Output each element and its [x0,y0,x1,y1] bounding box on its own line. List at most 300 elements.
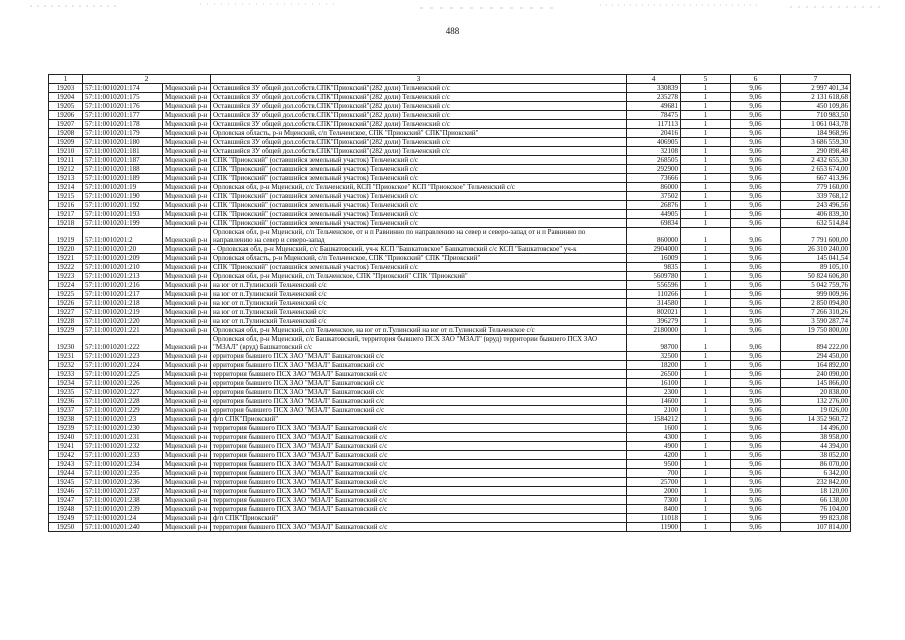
table-row [49,442,851,451]
rate: 9,06 [731,138,781,147]
rate: 9,06 [731,397,781,406]
cost: 5 042 759,76 [781,281,851,290]
count: 1 [681,183,731,192]
location-description: территория бывшего ПСХ ЗАО "МЗАЛ" Башкатовский с/с [211,460,627,469]
district: Мценский р-н [163,228,211,245]
rate: 9,06 [731,379,781,388]
area: 2904000 [627,245,681,254]
cadastral-number: 57:11:0010201:231 [83,433,163,442]
rate: 9,06 [731,478,781,487]
location-description: ерритория бывшего ПСХ ЗАО "МЗАЛ" Башкатовский с/с [211,397,627,406]
rate: 9,06 [731,424,781,433]
row-number: 19238 [49,415,83,424]
cadastral-number: 57:11:0010201:20 [83,245,163,254]
rate: 9,06 [731,361,781,370]
registry-table [48,74,851,532]
cost: 632 514,84 [781,219,851,228]
location-description: территория бывшего ПСХ ЗАО "МЗАЛ" Башкатовский с/с [211,496,627,505]
rate: 9,06 [731,352,781,361]
cadastral-number: 57:11:0010201:190 [83,192,163,201]
area: 1600 [627,424,681,433]
district: Мценский р-н [163,174,211,183]
table-row [49,93,851,102]
count: 1 [681,272,731,281]
location-description: Оставшийся ЗУ общей дол.собств.СПК"Приокский"(282 доли) Тельченский с/с [211,84,627,93]
count: 1 [681,120,731,129]
count: 1 [681,165,731,174]
rate: 9,06 [731,245,781,254]
count: 1 [681,254,731,263]
row-number: 19232 [49,361,83,370]
area: 69834 [627,219,681,228]
rate: 9,06 [731,147,781,156]
district: Мценский р-н [163,201,211,210]
rate: 9,06 [731,129,781,138]
table-row [49,361,851,370]
location-description: Орловская обл, р-н Мценский, с/с Башкатовский, территория бывшего ПСХ ЗАО "МЗАЛ" (вруд) территории бывшего ПСХ ЗАО "МЗАЛ" (вруд) Башкатовский с/с [211,335,627,352]
row-number: 19244 [49,469,83,478]
cost: 243 496,56 [781,201,851,210]
location-description: Оставшийся ЗУ общей дол.собств.СПК"Приокский"(282 доли) Тельченский с/с [211,111,627,120]
rate: 9,06 [731,415,781,424]
cadastral-number: 57:11:0010201:234 [83,460,163,469]
location-description: СПК "Приокский" (оставшийся земельный участок) Тельченский с/с [211,165,627,174]
rate: 9,06 [731,254,781,263]
count: 1 [681,228,731,245]
table-row [49,424,851,433]
table-body [49,84,851,532]
district: Мценский р-н [163,433,211,442]
row-number: 19206 [49,111,83,120]
location-description: Оставшийся ЗУ общей дол.собств.СПК"Приокский"(282 доли) Тельченский с/с [211,138,627,147]
rate: 9,06 [731,156,781,165]
area: 556596 [627,281,681,290]
table-row [49,433,851,442]
cost: 76 104,00 [781,505,851,514]
district: Мценский р-н [163,514,211,523]
district: Мценский р-н [163,192,211,201]
district: Мценский р-н [163,442,211,451]
district: Мценский р-н [163,487,211,496]
table-row [49,102,851,111]
row-number: 19216 [49,201,83,210]
row-number: 19234 [49,379,83,388]
cadastral-number: 57:11:0010201:217 [83,290,163,299]
cadastral-number: 57:11:0010201:174 [83,84,163,93]
cadastral-number: 57:11:0010201:189 [83,174,163,183]
page-number: 488 [445,26,460,36]
location-description: территория бывшего ПСХ ЗАО "МЗАЛ" Башкатовский с/с [211,370,627,379]
area: 4900 [627,442,681,451]
cadastral-number: 57:11:0010201:192 [83,201,163,210]
area: 18200 [627,361,681,370]
location-description: СПК "Приокский" (оставшийся земельный участок) Тельченский с/с [211,192,627,201]
district: Мценский р-н [163,147,211,156]
table-row [49,84,851,93]
table-row [49,156,851,165]
table-row [49,219,851,228]
area: 2300 [627,388,681,397]
header-col-4: 4 [627,75,681,84]
area: 37502 [627,192,681,201]
area: 98700 [627,335,681,352]
rate: 9,06 [731,496,781,505]
row-number: 19226 [49,299,83,308]
location-description: СПК "Приокский" (оставшийся земельный участок) Тельченский с/с [211,210,627,219]
cadastral-number: 57:11:0010201:226 [83,379,163,388]
location-description: на юг от п.Тулинский Тельченский с/с [211,290,627,299]
location-description: на юг от п.Тулинский Тельченский с/с [211,317,627,326]
area: 860000 [627,228,681,245]
location-description: территория бывшего ПСХ ЗАО "МЗАЛ" Башкатовский с/с [211,505,627,514]
cadastral-number: 57:11:0010201:236 [83,478,163,487]
cost: 894 222,00 [781,335,851,352]
row-number: 19235 [49,388,83,397]
count: 1 [681,308,731,317]
cost: 14 496,00 [781,424,851,433]
area: 11018 [627,514,681,523]
district: Мценский р-н [163,335,211,352]
row-number: 19207 [49,120,83,129]
rate: 9,06 [731,433,781,442]
rate: 9,06 [731,84,781,93]
cadastral-number: 57:11:0010201:225 [83,370,163,379]
cadastral-number: 57:11:0010201:213 [83,272,163,281]
table-row [49,299,851,308]
area: 32108 [627,147,681,156]
location-description: ерритория бывшего ПСХ ЗАО "МЗАЛ" Башкатовский с/с [211,379,627,388]
rate: 9,06 [731,228,781,245]
area: 11900 [627,523,681,532]
count: 1 [681,514,731,523]
cadastral-number: 57:11:0010201:218 [83,299,163,308]
district: Мценский р-н [163,478,211,487]
area: 78475 [627,111,681,120]
cadastral-number: 57:11:0010201:237 [83,487,163,496]
area: 73666 [627,174,681,183]
area: 2100 [627,406,681,415]
district: Мценский р-н [163,254,211,263]
header-col-6: 6 [731,75,781,84]
rate: 9,06 [731,469,781,478]
count: 1 [681,219,731,228]
location-description: ерритория бывшего ПСХ ЗАО "МЗАЛ" Башкатовский с/с [211,361,627,370]
rate: 9,06 [731,514,781,523]
count: 1 [681,352,731,361]
district: Мценский р-н [163,406,211,415]
cadastral-number: 57:11:0010201:235 [83,469,163,478]
table-row [49,397,851,406]
row-number: 19227 [49,308,83,317]
area: 235278 [627,93,681,102]
cadastral-number: 57:11:0010201:223 [83,352,163,361]
area: 4200 [627,451,681,460]
cadastral-number: 57:11:0010201:220 [83,317,163,326]
table-row [49,147,851,156]
row-number: 19215 [49,192,83,201]
table-row [49,165,851,174]
cost: 99 823,08 [781,514,851,523]
location-description: Орловская обл, р-н Мценский, с/п Тельченское, от н п Равнинно по направлению на север и северо-запад от н п Равнинно по направлению на север и северо-запад [211,228,627,245]
count: 1 [681,451,731,460]
rate: 9,06 [731,102,781,111]
location-description: СПК "Приокский" (оставшийся земельный участок) Тельченский с/с [211,219,627,228]
table-row [49,174,851,183]
scan-artifact [0,0,905,14]
table-row [49,335,851,352]
row-number: 19219 [49,228,83,245]
count: 1 [681,460,731,469]
row-number: 19222 [49,263,83,272]
area: 49681 [627,102,681,111]
district: Мценский р-н [163,138,211,147]
cadastral-number: 57:11:0010201:238 [83,496,163,505]
count: 1 [681,326,731,335]
cadastral-number: 57:11:0010201:227 [83,388,163,397]
district: Мценский р-н [163,281,211,290]
table-row [49,120,851,129]
district: Мценский р-н [163,415,211,424]
cadastral-number: 57:11:0010201:23 [83,415,163,424]
location-description: СПК "Приокский" (оставшийся земельный участок) Тельченский с/с [211,263,627,272]
table-row [49,487,851,496]
district: Мценский р-н [163,102,211,111]
cost: 2 653 674,00 [781,165,851,174]
district: Мценский р-н [163,451,211,460]
district: Мценский р-н [163,388,211,397]
location-description: СПК "Приокский" (оставшийся земельный участок) Тельченский с/с [211,201,627,210]
location-description: на юг от п.Тулинский Тельченский с/с [211,281,627,290]
cost: 3 686 559,30 [781,138,851,147]
cadastral-number: 57:11:0010201:175 [83,93,163,102]
row-number: 19247 [49,496,83,505]
cost: 999 009,96 [781,290,851,299]
row-number: 19233 [49,370,83,379]
row-number: 19221 [49,254,83,263]
area: 9835 [627,263,681,272]
district: Мценский р-н [163,156,211,165]
table-row [49,460,851,469]
location-description: территория бывшего ПСХ ЗАО "МЗАЛ" Башкатовский с/с [211,433,627,442]
cost: 779 160,00 [781,183,851,192]
district: Мценский р-н [163,299,211,308]
count: 1 [681,210,731,219]
rate: 9,06 [731,93,781,102]
area: 44905 [627,210,681,219]
area: 396279 [627,317,681,326]
area: 25700 [627,478,681,487]
area: 292900 [627,165,681,174]
area: 8400 [627,505,681,514]
count: 1 [681,245,731,254]
table-row [49,272,851,281]
table-row [49,254,851,263]
row-number: 19205 [49,102,83,111]
cost: 20 838,00 [781,388,851,397]
rate: 9,06 [731,442,781,451]
location-description: Орловская обл, р-н Мценский, с/с Тельченский, КСП "Приокское" КСП "Приокское" Тельченский с/с [211,183,627,192]
rate: 9,06 [731,174,781,183]
district: Мценский р-н [163,272,211,281]
area: 20416 [627,129,681,138]
location-description: СПК "Приокский" (оставшийся земельный участок) Тельченский с/с [211,174,627,183]
district: Мценский р-н [163,370,211,379]
cadastral-number: 57:11:0010201:210 [83,263,163,272]
location-description: Орловская обл, р-н Мценский, с/п Тельченское, СПК "Приокский" СПК "Приокский" [211,272,627,281]
district: Мценский р-н [163,84,211,93]
location-description: Орловская область, р-н Мценский, с/п Тельченское, СПК "Приокский" СПК "Приокский" [211,254,627,263]
cost: 44 394,00 [781,442,851,451]
cost: 2 432 655,30 [781,156,851,165]
table-row [49,326,851,335]
cost: 3 590 287,74 [781,317,851,326]
row-number: 19248 [49,505,83,514]
header-col-7: 7 [781,75,851,84]
count: 1 [681,397,731,406]
location-description: Оставшийся ЗУ общей дол.собств.СПК"Приокский"(282 доли) Тельченский с/с [211,102,627,111]
table-row [49,210,851,219]
cadastral-number: 57:11:0010201:2 [83,228,163,245]
table-row [49,478,851,487]
district: Мценский р-н [163,219,211,228]
location-description: ф/п СПК"Приокский" [211,514,627,523]
count: 1 [681,388,731,397]
area: 117113 [627,120,681,129]
count: 1 [681,469,731,478]
table-row [49,523,851,532]
cost: 145 866,00 [781,379,851,388]
table-row [49,183,851,192]
rate: 9,06 [731,281,781,290]
district: Мценский р-н [163,326,211,335]
rate: 9,06 [731,192,781,201]
count: 1 [681,290,731,299]
cadastral-number: 57:11:0010201:176 [83,102,163,111]
rate: 9,06 [731,299,781,308]
cadastral-number: 57:11:0010201:199 [83,219,163,228]
table-row [49,228,851,245]
rate: 9,06 [731,460,781,469]
rate: 9,06 [731,120,781,129]
cadastral-number: 57:11:0010201:224 [83,361,163,370]
district: Мценский р-н [163,290,211,299]
count: 1 [681,487,731,496]
cost: 38 958,00 [781,433,851,442]
row-number: 19242 [49,451,83,460]
location-description: территория бывшего ПСХ ЗАО "МЗАЛ" Башкатовский с/с [211,469,627,478]
row-number: 19243 [49,460,83,469]
location-description: ерритория бывшего ПСХ ЗАО "МЗАЛ" Башкатовский с/с [211,406,627,415]
count: 1 [681,406,731,415]
rate: 9,06 [731,272,781,281]
location-description: Оставшийся ЗУ общей дол.собств.СПК"Приокский"(282 доли) Тельченский с/с [211,120,627,129]
cost: 7 266 310,26 [781,308,851,317]
location-description: территория бывшего ПСХ ЗАО "МЗАЛ" Башкатовский с/с [211,523,627,532]
count: 1 [681,192,731,201]
rate: 9,06 [731,523,781,532]
table-row [49,514,851,523]
cadastral-number: 57:11:0010201:230 [83,424,163,433]
location-description: СПК "Приокский" (оставшийся земельный участок) Тельченский с/с [211,156,627,165]
area: 2000 [627,487,681,496]
count: 1 [681,523,731,532]
cadastral-number: 57:11:0010201:232 [83,442,163,451]
location-description: на юг от п.Тулинский Тельченский с/с [211,299,627,308]
rate: 9,06 [731,406,781,415]
cadastral-number: 57:11:0010201:239 [83,505,163,514]
cadastral-number: 57:11:0010201:24 [83,514,163,523]
cost: 38 052,00 [781,451,851,460]
count: 1 [681,415,731,424]
cost: 1 061 043,78 [781,120,851,129]
header-col-2: 2 [83,75,211,84]
location-description: ф/п СПК"Приокский" [211,415,627,424]
cadastral-number: 57:11:0010201:179 [83,129,163,138]
row-number: 19224 [49,281,83,290]
cost: 2 131 618,68 [781,93,851,102]
header-col-3: 3 [211,75,627,84]
count: 1 [681,370,731,379]
count: 1 [681,496,731,505]
district: Мценский р-н [163,460,211,469]
location-description: территория бывшего ПСХ ЗАО "МЗАЛ" Башкатовский с/с [211,451,627,460]
table-row [49,415,851,424]
rate: 9,06 [731,317,781,326]
row-number: 19204 [49,93,83,102]
row-number: 19209 [49,138,83,147]
area: 26500 [627,370,681,379]
count: 1 [681,361,731,370]
count: 1 [681,156,731,165]
cadastral-number: 57:11:0010201:240 [83,523,163,532]
cost: 710 983,50 [781,111,851,120]
location-description: Оставшийся ЗУ общей дол.собств.СПК"Приокский"(282 доли) Тельченский с/с [211,147,627,156]
count: 1 [681,505,731,514]
row-number: 19250 [49,523,83,532]
table-row [49,308,851,317]
header-col-5: 5 [681,75,731,84]
district: Мценский р-н [163,424,211,433]
count: 1 [681,299,731,308]
district: Мценский р-н [163,379,211,388]
row-number: 19236 [49,397,83,406]
cadastral-number: 57:11:0010201:233 [83,451,163,460]
row-number: 19230 [49,335,83,352]
area: 406905 [627,138,681,147]
rate: 9,06 [731,505,781,514]
row-number: 19213 [49,174,83,183]
location-description: территория бывшего ПСХ ЗАО "МЗАЛ" Башкатовский с/с [211,442,627,451]
cost: 2 850 094,80 [781,299,851,308]
district: Мценский р-н [163,352,211,361]
cost: 86 070,00 [781,460,851,469]
row-number: 19208 [49,129,83,138]
cost: 184 968,96 [781,129,851,138]
area: 314580 [627,299,681,308]
rate: 9,06 [731,263,781,272]
district: Мценский р-н [163,111,211,120]
area: 16009 [627,254,681,263]
row-number: 19246 [49,487,83,496]
area: 86000 [627,183,681,192]
cadastral-number: 57:11:0010201:180 [83,138,163,147]
area: 330839 [627,84,681,93]
cost: 107 814,00 [781,523,851,532]
table-row [49,496,851,505]
district: Мценский р-н [163,165,211,174]
cadastral-number: 57:11:0010201:219 [83,308,163,317]
area: 4300 [627,433,681,442]
